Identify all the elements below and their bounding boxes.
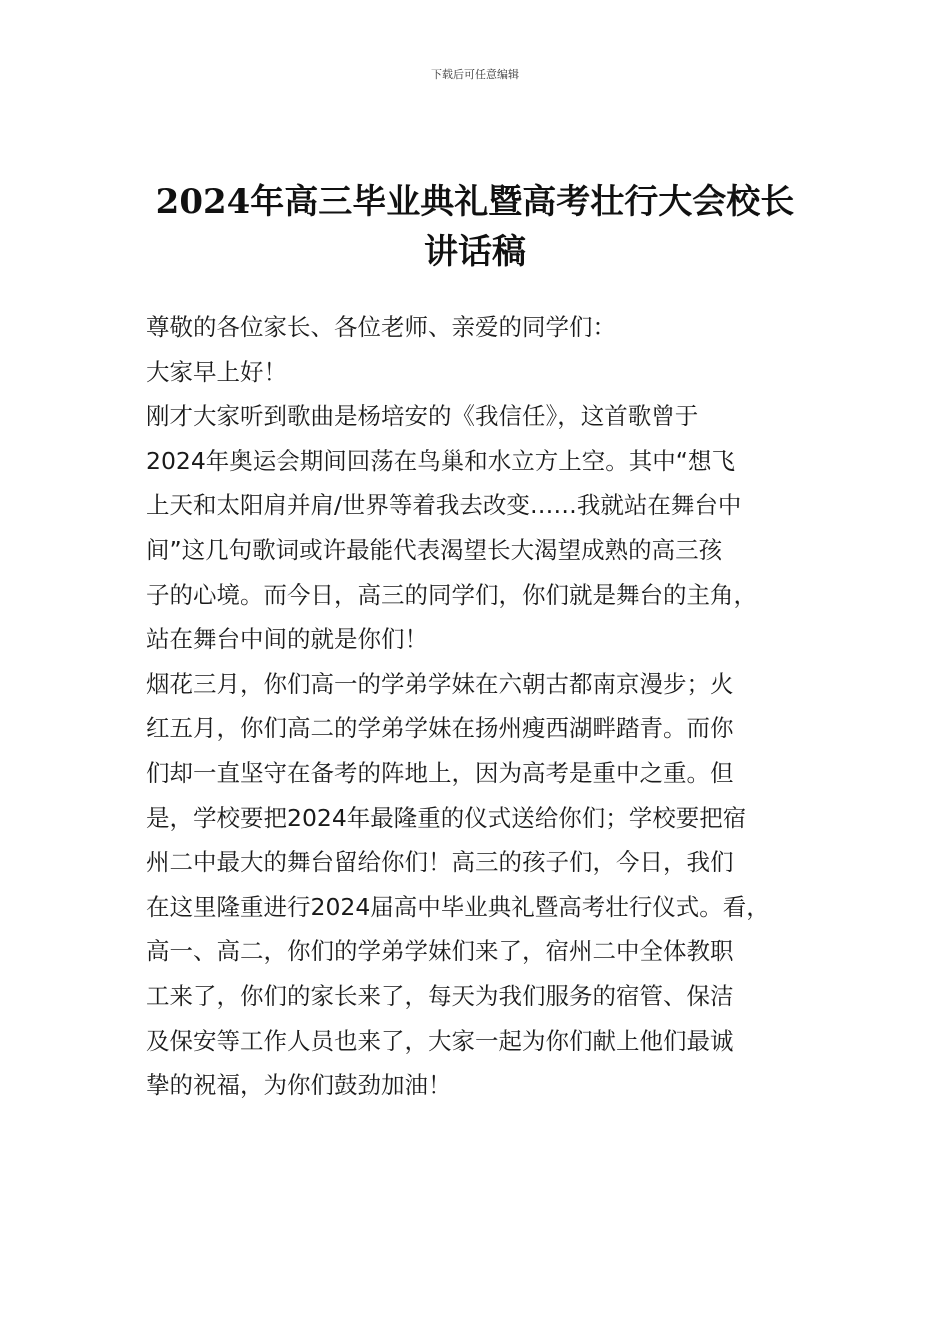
body-line: 州二中最大的舞台留给你们！高三的孩子们，今日，我们 xyxy=(146,848,734,877)
header-note: 下载后可任意编辑 xyxy=(431,68,519,81)
body-line: 们却一直坚守在备考的阵地上，因为高考是重中之重。但 xyxy=(146,758,734,787)
body-line: 2024年奥运会期间回荡在鸟巢和水立方上空。其中“想飞 xyxy=(146,446,735,475)
document-title xyxy=(120,177,830,277)
body-line: 大家早上好！ xyxy=(146,357,287,386)
body-line: 在这里隆重进行2024届高中毕业典礼暨高考壮行仪式。看， xyxy=(146,892,770,921)
title-line-1: 2024年高三毕业典礼暨高考壮行大会校长 xyxy=(155,182,795,222)
body-line: 上天和太阳肩并肩/世界等着我去改变……我就站在舞台中 xyxy=(146,491,742,520)
body-line: 及保安等工作人员也来了，大家一起为你们献上他们最诚 xyxy=(146,1026,734,1055)
body-line: 站在舞台中间的就是你们！ xyxy=(146,625,428,654)
body-line: 工来了，你们的家长来了，每天为我们服务的宿管、保洁 xyxy=(146,981,734,1010)
body-line: 挚的祝福，为你们鼓劲加油！ xyxy=(146,1071,452,1100)
body-line: 高一、高二，你们的学弟学妹们来了，宿州二中全体教职 xyxy=(146,937,734,966)
body-line: 尊敬的各位家长、各位老师、亲爱的同学们： xyxy=(146,313,616,341)
body-line: 是，学校要把2024年最隆重的仪式送给你们；学校要把宿 xyxy=(146,803,747,832)
body-line: 子的心境。而今日，高三的同学们，你们就是舞台的主角， xyxy=(146,580,757,609)
speech-body xyxy=(146,305,836,1108)
body-line: 红五月，你们高二的学弟学妹在扬州瘦西湖畔踏青。而你 xyxy=(146,714,734,743)
body-line: 烟花三月，你们高一的学弟学妹在六朝古都南京漫步；火 xyxy=(146,669,734,698)
title-line-2: 讲话稿 xyxy=(424,232,526,272)
body-line: 间”这几句歌词或许最能代表渴望长大渴望成熟的高三孩 xyxy=(146,535,723,564)
body-line: 刚才大家听到歌曲是杨培安的《我信任》，这首歌曾于 xyxy=(146,402,699,431)
